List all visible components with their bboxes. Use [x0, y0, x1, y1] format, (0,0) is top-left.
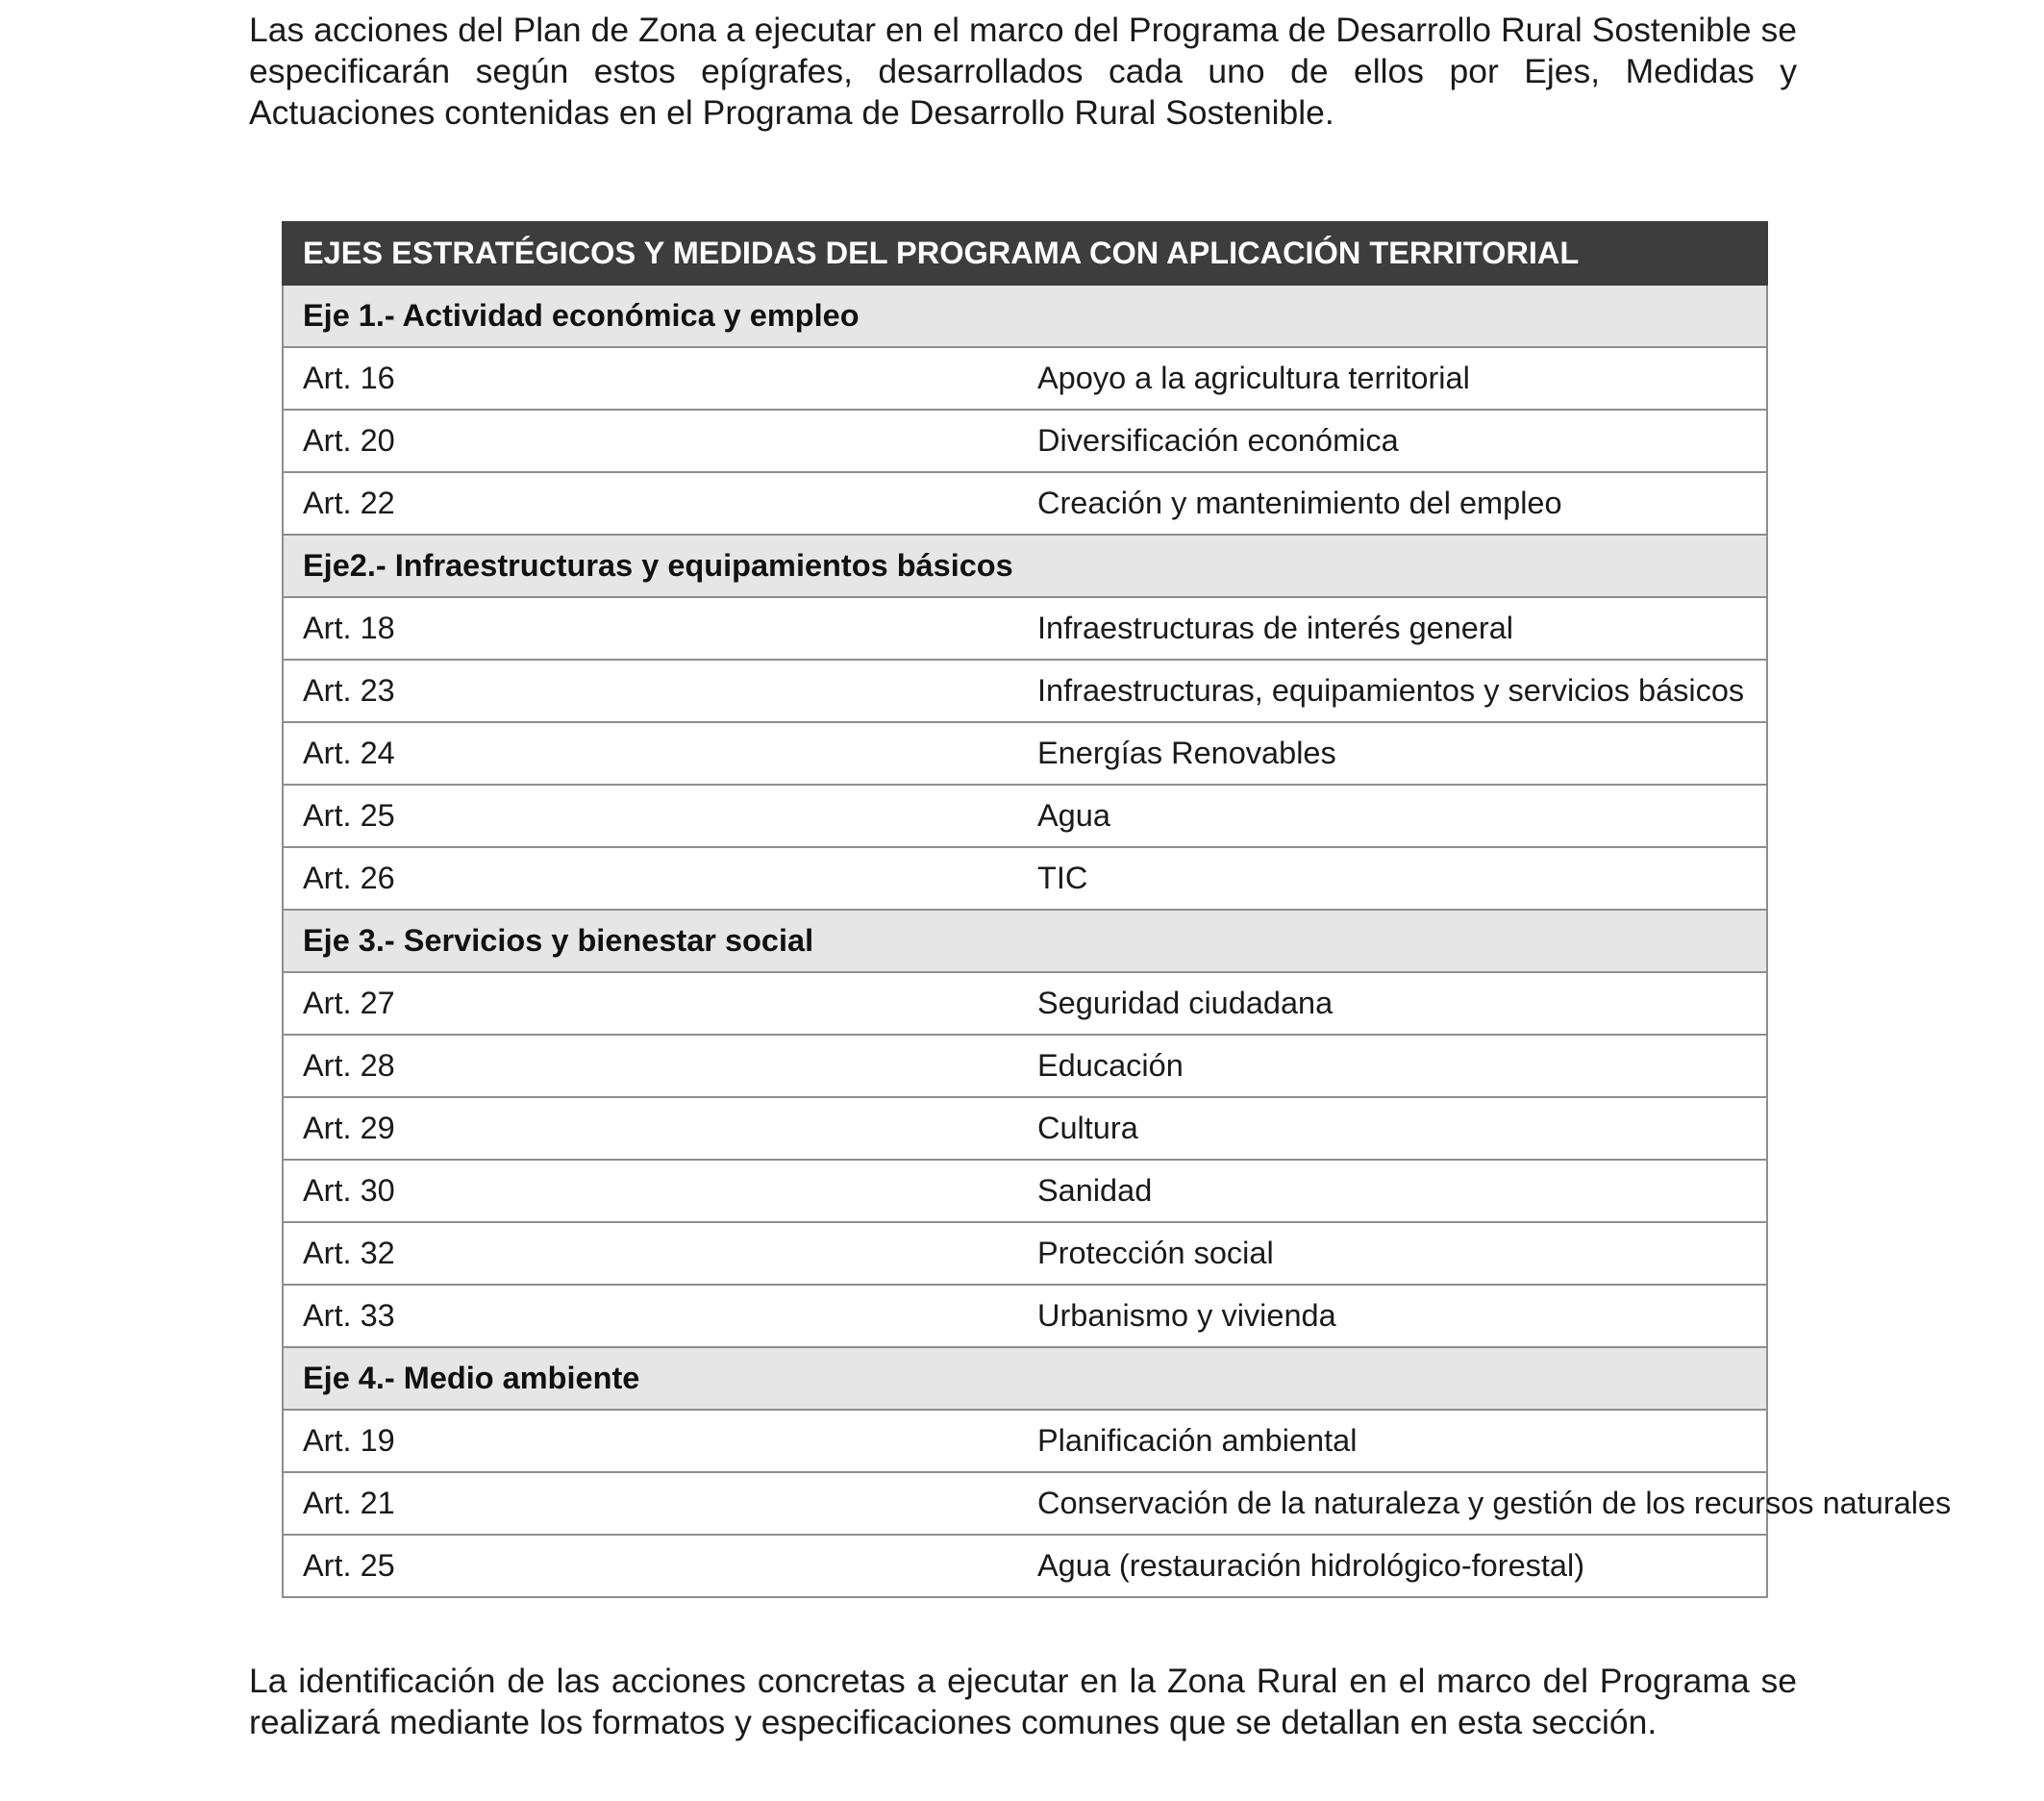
article-row: [283, 1160, 1767, 1222]
article-code: Art. 23: [283, 660, 1025, 722]
article-row: [283, 472, 1767, 535]
article-code: Art. 26: [283, 847, 1025, 910]
article-row: [283, 722, 1767, 785]
eje-header-row: [283, 910, 1767, 972]
article-code: Art. 21: [283, 1472, 1025, 1535]
article-label: Seguridad ciudadana: [1025, 972, 1767, 1035]
table-title-row: [283, 222, 1767, 285]
article-row: [283, 1472, 1767, 1535]
article-code: Art. 25: [283, 1535, 1025, 1597]
eje-name: Eje2.- Infraestructuras y equipamientos básicos: [283, 535, 1767, 597]
article-code: Art. 29: [283, 1097, 1025, 1160]
article-label: Agua: [1025, 785, 1767, 847]
article-label: Protección social: [1025, 1222, 1767, 1285]
intro-paragraph: Las acciones del Plan de Zona a ejecutar en el marco del Programa de Desarrollo Rural Sostenible se especificarán según estos epígrafes, desarrollados cada uno de ellos por Ejes, Medidas y Actuaciones contenidas en el Programa de Desarrollo Rural Sostenible.: [249, 11, 1797, 132]
article-row: [283, 1097, 1767, 1160]
article-row: [283, 785, 1767, 847]
article-row: [283, 972, 1767, 1035]
article-row: [283, 597, 1767, 660]
article-label: TIC: [1025, 847, 1767, 910]
article-row: [283, 1285, 1767, 1347]
article-code: Art. 25: [283, 785, 1025, 847]
article-code: Art. 32: [283, 1222, 1025, 1285]
article-code: Art. 19: [283, 1410, 1025, 1472]
article-row: [283, 347, 1767, 410]
article-label: Urbanismo y vivienda: [1025, 1285, 1767, 1347]
article-label: Educación: [1025, 1035, 1767, 1097]
eje-header-row: [283, 535, 1767, 597]
article-code: Art. 20: [283, 410, 1025, 472]
article-label: Apoyo a la agricultura territorial: [1025, 347, 1767, 410]
article-label: Planificación ambiental: [1025, 1410, 1767, 1472]
eje-name: Eje 4.- Medio ambiente: [283, 1347, 1767, 1410]
article-label: Sanidad: [1025, 1160, 1767, 1222]
ejes-table-body: [283, 222, 1952, 1597]
eje-name: Eje 3.- Servicios y bienestar social: [283, 910, 1767, 972]
article-row: [283, 847, 1767, 910]
article-code: Art. 24: [283, 722, 1025, 785]
article-label: Cultura: [1025, 1097, 1767, 1160]
article-code: Art. 30: [283, 1160, 1025, 1222]
eje-header-row: [283, 285, 1767, 347]
ejes-table: [282, 221, 1952, 1598]
article-label: Creación y mantenimiento del empleo: [1025, 472, 1767, 535]
article-code: Art. 16: [283, 347, 1025, 410]
article-code: Art. 28: [283, 1035, 1025, 1097]
article-code: Art. 33: [283, 1285, 1025, 1347]
article-label: Diversificación económica: [1025, 410, 1767, 472]
article-label: Agua (restauración hidrológico-forestal): [1025, 1535, 1767, 1597]
eje-header-row: [283, 1347, 1767, 1410]
outro-paragraph: La identificación de las acciones concretas a ejecutar en la Zona Rural en el marco del Programa se realizará mediante los formatos y especificaciones comunes que se detallan en esta sección.: [249, 1662, 1797, 1741]
article-row: [283, 1410, 1767, 1472]
article-label: Infraestructuras, equipamientos y servicios básicos: [1025, 660, 1767, 722]
article-row: [283, 1535, 1767, 1597]
article-label: Energías Renovables: [1025, 722, 1767, 785]
article-row: [283, 1222, 1767, 1285]
article-code: Art. 27: [283, 972, 1025, 1035]
article-row: [283, 1035, 1767, 1097]
eje-name: Eje 1.- Actividad económica y empleo: [283, 285, 1767, 347]
article-label: Conservación de la naturaleza y gestión de los recursos naturales: [1025, 1472, 1767, 1535]
table-title: EJES ESTRATÉGICOS Y MEDIDAS DEL PROGRAMA CON APLICACIÓN TERRITORIAL: [283, 222, 1767, 285]
article-label: Infraestructuras de interés general: [1025, 597, 1767, 660]
article-code: Art. 18: [283, 597, 1025, 660]
article-row: [283, 410, 1767, 472]
article-row: [283, 660, 1767, 722]
article-code: Art. 22: [283, 472, 1025, 535]
